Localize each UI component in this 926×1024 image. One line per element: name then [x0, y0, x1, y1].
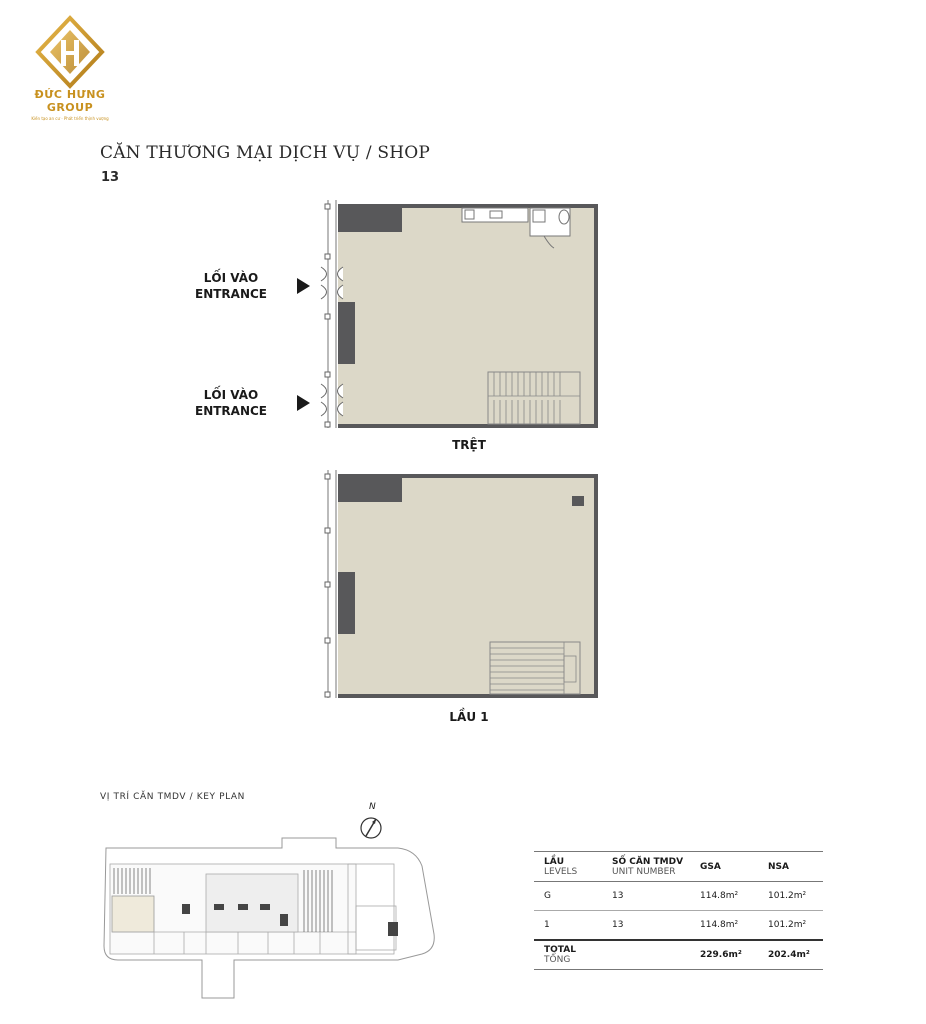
- logo-group: GROUP: [46, 101, 94, 114]
- logo-name: ĐỨC HƯNG: [34, 88, 106, 101]
- entrance-vi: LỐI VÀO: [203, 388, 259, 402]
- cell-unit: 13: [612, 891, 624, 901]
- table-row: [534, 911, 823, 940]
- header-unit: SỐ CĂN TMDV UNIT NUMBER: [612, 856, 684, 877]
- header-gsa: GSA: [700, 861, 721, 872]
- entrance-arrow-icon: [297, 395, 310, 411]
- ground-floor-label: TRỆT: [452, 438, 486, 452]
- logo-tagline: Kiến tạo an cư · Phát triển thịnh vượng: [31, 116, 109, 121]
- cell-nsa: 101.2m²: [768, 891, 807, 901]
- area-table: [534, 851, 823, 970]
- entrance-en: ENTRANCE: [195, 287, 267, 301]
- key-plan-map: [98, 836, 436, 1000]
- cell-gsa: 114.8m²: [700, 891, 739, 901]
- total-gsa: 229.6m²: [700, 949, 742, 960]
- cell-gsa: 114.8m²: [700, 919, 739, 930]
- first-floor-plan: [318, 470, 600, 702]
- total-label: TOTAL TỔNG: [544, 944, 576, 965]
- cell-unit: 13: [612, 919, 624, 930]
- total-nsa: 202.4m²: [768, 949, 810, 960]
- north-label: N: [369, 802, 376, 812]
- unit-number: 13: [101, 170, 120, 185]
- entrance-label-1: [181, 270, 281, 302]
- ground-floor-plan: [318, 200, 600, 432]
- header-level: LẦU LEVELS: [544, 856, 578, 877]
- entrance-en: ENTRANCE: [195, 404, 267, 418]
- table-header-row: [534, 852, 823, 882]
- key-plan-title: VỊ TRÍ CĂN TMDV / KEY PLAN: [100, 792, 246, 802]
- entrance-arrow-icon: [297, 278, 310, 294]
- cell-level: 1: [544, 919, 550, 930]
- entrance-label-2: [181, 387, 281, 419]
- cell-nsa: 101.2m²: [768, 919, 807, 930]
- page-title: CĂN THƯƠNG MẠI DỊCH VỤ / SHOP: [100, 143, 431, 163]
- entrance-vi: LỐI VÀO: [203, 271, 259, 285]
- table-row: [534, 882, 823, 911]
- header-nsa: NSA: [768, 861, 789, 872]
- table-total-row: [534, 940, 823, 970]
- cell-level: G: [544, 891, 551, 901]
- first-floor-label: LẦU 1: [449, 710, 489, 724]
